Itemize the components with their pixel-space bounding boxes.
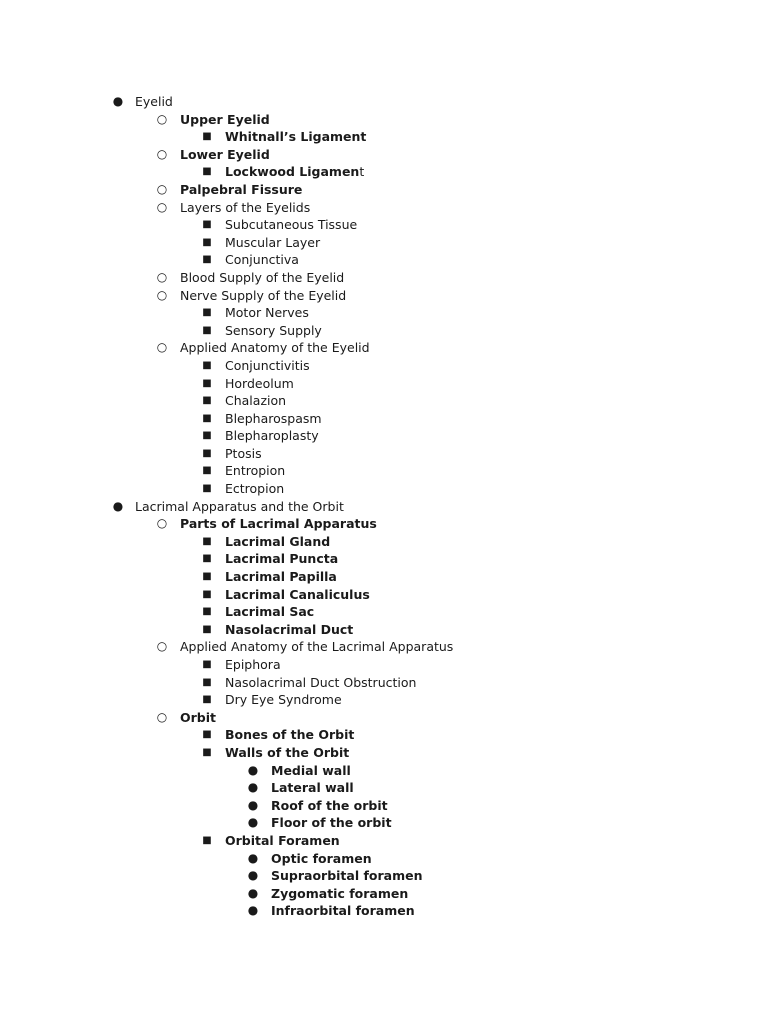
outline-item-level-3	[0, 586, 768, 604]
hollow-circle-bullet-icon: ○	[156, 199, 168, 214]
outline-item-level-3	[0, 462, 768, 480]
filled-circle-bullet-icon: ●	[112, 94, 124, 108]
outline-item-label: Lockwood Ligamen	[225, 164, 360, 180]
outline-item-level-3	[0, 656, 768, 674]
outline-item-label: Walls of the Orbit	[225, 744, 350, 760]
outline-item-text	[271, 779, 354, 797]
outline-item-text	[225, 216, 357, 234]
hollow-circle-bullet-icon: ○	[156, 269, 168, 284]
square-bullet-icon: ■	[202, 307, 212, 319]
outline-item-label: Palpebral Fissure	[180, 181, 303, 197]
square-bullet-icon: ■	[202, 219, 212, 231]
outline-item-text	[225, 832, 340, 850]
outline-item-text	[180, 111, 270, 129]
square-bullet-icon: ■	[202, 623, 212, 635]
filled-circle-bullet-icon: ●	[247, 850, 259, 865]
hollow-circle-bullet-icon: ○	[156, 340, 168, 355]
outline-item-label: Muscular Layer	[225, 234, 321, 250]
outline-item-text	[271, 850, 372, 868]
hollow-circle-bullet-icon: ○	[156, 287, 168, 302]
outline-item-level-3	[0, 251, 768, 269]
outline-item-text	[225, 128, 366, 146]
square-bullet-icon: ■	[202, 430, 212, 442]
outline-item-text	[225, 357, 310, 375]
outline-item-label: Ectropion	[225, 481, 285, 497]
outline-item-level-4	[0, 762, 768, 780]
outline-item-label-tail: t	[359, 164, 365, 180]
hollow-circle-bullet-icon: ○	[156, 181, 168, 196]
hollow-circle-bullet-icon: ○	[156, 639, 168, 654]
outline-item-text	[135, 93, 173, 111]
outline-item-text	[225, 392, 286, 410]
outline-item-level-3	[0, 304, 768, 322]
outline-item-label: Parts of Lacrimal Apparatus	[180, 516, 377, 532]
outline-item-level-3	[0, 533, 768, 551]
square-bullet-icon: ■	[202, 746, 212, 758]
outline-item-level-4	[0, 814, 768, 832]
outline-item-label: Nasolacrimal Duct Obstruction	[225, 674, 417, 690]
outline-item-label: Sensory Supply	[225, 322, 322, 338]
outline-item-level-4	[0, 779, 768, 797]
outline-item-level-3	[0, 128, 768, 146]
filled-circle-bullet-icon: ●	[247, 797, 259, 812]
square-bullet-icon: ■	[202, 553, 212, 565]
outline-item-text	[225, 322, 322, 340]
outline-item-label: Whitnall’s Ligament	[225, 129, 367, 145]
outline-item-level-3	[0, 234, 768, 252]
outline-item-text	[271, 814, 392, 832]
outline-item-text	[180, 339, 370, 357]
outline-item-level-2	[0, 199, 768, 217]
outline-item-text	[271, 797, 388, 815]
outline-item-text	[225, 691, 342, 709]
outline-item-label: Orbital Foramen	[225, 832, 340, 848]
outline-item-text	[225, 586, 370, 604]
outline-item-text	[225, 410, 322, 428]
square-bullet-icon: ■	[202, 324, 212, 336]
outline-item-level-4	[0, 797, 768, 815]
square-bullet-icon: ■	[202, 359, 212, 371]
outline-item-level-2	[0, 269, 768, 287]
outline-item-label: Epiphora	[225, 657, 281, 672]
square-bullet-icon: ■	[202, 236, 212, 248]
outline-item-level-3	[0, 392, 768, 410]
outline-item-label: Nerve Supply of the Eyelid	[180, 287, 347, 303]
outline-item-label: Entropion	[225, 463, 286, 479]
filled-circle-bullet-icon: ●	[247, 903, 259, 918]
outline-item-level-1	[0, 93, 768, 111]
outline-item-level-3	[0, 832, 768, 850]
outline-item-level-3	[0, 480, 768, 498]
outline-item-text	[225, 304, 309, 322]
outline-item-label: Lacrimal Papilla	[225, 569, 337, 585]
outline-item-level-2	[0, 181, 768, 199]
outline-item-label: Conjunctiva	[225, 252, 299, 268]
outline-item-label: Lacrimal Puncta	[225, 551, 339, 567]
outline-item-text	[271, 762, 351, 780]
outline-item-text	[180, 515, 377, 533]
filled-circle-bullet-icon: ●	[112, 498, 124, 513]
outline-item-label: Upper Eyelid	[180, 111, 270, 127]
outline-item-text	[180, 199, 310, 217]
outline-item-level-3	[0, 163, 768, 181]
outline-item-level-3	[0, 621, 768, 639]
outline-item-text	[180, 709, 216, 727]
outline-item-level-3	[0, 726, 768, 744]
outline-item-label: Lower Eyelid	[180, 146, 270, 162]
outline-item-text	[225, 533, 330, 551]
outline-item-level-2	[0, 339, 768, 357]
outline-item-level-3	[0, 550, 768, 568]
outline-item-label: Orbit	[180, 709, 216, 725]
outline-item-level-3	[0, 691, 768, 709]
outline-item-level-3	[0, 744, 768, 762]
square-bullet-icon: ■	[202, 395, 212, 407]
outline-item-text	[180, 638, 453, 656]
square-bullet-icon: ■	[202, 377, 212, 389]
outline-item-label: Roof of the orbit	[271, 797, 388, 813]
outline-item-text	[225, 656, 281, 674]
outline-item-level-4	[0, 885, 768, 903]
outline-item-level-3	[0, 216, 768, 234]
outline-item-text	[271, 867, 423, 885]
outline-item-level-4	[0, 867, 768, 885]
square-bullet-icon: ■	[202, 588, 212, 600]
outline-item-text	[271, 902, 415, 920]
outline-item-label: Applied Anatomy of the Eyelid	[180, 340, 370, 356]
outline-item-text	[225, 163, 364, 181]
square-bullet-icon: ■	[202, 571, 212, 583]
outline-item-label: Eyelid	[135, 94, 173, 109]
outline-item-label: Blepharoplasty	[225, 428, 319, 444]
square-bullet-icon: ■	[202, 131, 212, 143]
outline-item-label: Blepharospasm	[225, 410, 322, 426]
outline-item-text	[225, 726, 354, 744]
outline-item-level-2	[0, 638, 768, 656]
square-bullet-icon: ■	[202, 166, 212, 178]
outline-item-label: Subcutaneous Tissue	[225, 217, 358, 233]
outline-item-text	[225, 480, 284, 498]
outline-item-level-3	[0, 322, 768, 340]
outline-item-level-3	[0, 375, 768, 393]
outline-item-text	[180, 146, 270, 164]
outline-item-label: Dry Eye Syndrome	[225, 692, 342, 708]
outline-item-text	[225, 462, 285, 480]
filled-circle-bullet-icon: ●	[247, 815, 259, 830]
outline-item-level-2	[0, 287, 768, 305]
outline-item-label: Lacrimal Sac	[225, 604, 315, 620]
outline-item-label: Applied Anatomy of the Lacrimal Apparatus	[180, 639, 454, 655]
outline-item-label: Lacrimal Gland	[225, 533, 331, 549]
outline-item-level-3	[0, 427, 768, 445]
outline-item-label: Optic foramen	[271, 850, 372, 866]
outline-item-level-2	[0, 111, 768, 129]
outline-item-text	[225, 427, 319, 445]
square-bullet-icon: ■	[202, 834, 212, 846]
outline-item-level-3	[0, 445, 768, 463]
outline-item-label: Hordeolum	[225, 375, 294, 391]
outline-item-text	[271, 885, 408, 903]
square-bullet-icon: ■	[202, 254, 212, 266]
outline-item-level-3	[0, 357, 768, 375]
outline-item-text	[225, 445, 262, 463]
document-outline	[0, 93, 768, 920]
filled-circle-bullet-icon: ●	[247, 780, 259, 795]
outline-item-text	[135, 498, 344, 516]
outline-item-level-2	[0, 515, 768, 533]
outline-item-label: Chalazion	[225, 393, 287, 409]
outline-item-text	[225, 375, 294, 393]
outline-item-text	[225, 234, 320, 252]
outline-item-level-3	[0, 603, 768, 621]
outline-item-text	[180, 269, 344, 287]
outline-item-level-3	[0, 674, 768, 692]
outline-item-label: Motor Nerves	[225, 305, 309, 321]
filled-circle-bullet-icon: ●	[247, 762, 259, 777]
square-bullet-icon: ■	[202, 606, 212, 618]
outline-item-text	[225, 674, 416, 692]
outline-item-level-3	[0, 410, 768, 428]
outline-item-label: Blood Supply of the Eyelid	[180, 269, 345, 285]
outline-item-label: Bones of the Orbit	[225, 727, 355, 743]
outline-item-label: Nasolacrimal Duct	[225, 621, 354, 637]
square-bullet-icon: ■	[202, 483, 212, 495]
outline-item-label: Medial wall	[271, 762, 351, 778]
hollow-circle-bullet-icon: ○	[156, 111, 168, 126]
outline-item-label: Zygomatic foramen	[271, 885, 409, 901]
outline-item-text	[225, 603, 314, 621]
outline-item-label: Layers of the Eyelids	[180, 199, 311, 215]
square-bullet-icon: ■	[202, 535, 212, 547]
hollow-circle-bullet-icon: ○	[156, 709, 168, 724]
filled-circle-bullet-icon: ●	[247, 868, 259, 883]
outline-item-label: Ptosis	[225, 445, 262, 461]
outline-item-text	[225, 568, 337, 586]
outline-item-text	[225, 744, 349, 762]
outline-item-text	[225, 251, 299, 269]
outline-item-label: Lateral wall	[271, 780, 354, 796]
outline-item-level-2	[0, 146, 768, 164]
outline-item-level-4	[0, 902, 768, 920]
square-bullet-icon: ■	[202, 676, 212, 688]
hollow-circle-bullet-icon: ○	[156, 146, 168, 161]
square-bullet-icon: ■	[202, 447, 212, 459]
square-bullet-icon: ■	[202, 659, 212, 670]
outline-item-level-1	[0, 498, 768, 516]
outline-item-text	[225, 550, 338, 568]
outline-item-text	[225, 621, 353, 639]
outline-item-level-4	[0, 850, 768, 868]
outline-item-label: Lacrimal Apparatus and the Orbit	[135, 498, 344, 514]
hollow-circle-bullet-icon: ○	[156, 516, 168, 531]
filled-circle-bullet-icon: ●	[247, 885, 259, 900]
outline-item-text	[180, 181, 302, 199]
outline-item-level-3	[0, 568, 768, 586]
outline-item-label: Conjunctivitis	[225, 357, 310, 373]
outline-item-text	[180, 287, 346, 305]
square-bullet-icon: ■	[202, 729, 212, 741]
outline-item-label: Lacrimal Canaliculus	[225, 586, 370, 602]
outline-item-level-2	[0, 709, 768, 727]
square-bullet-icon: ■	[202, 412, 212, 424]
outline-item-label: Floor of the orbit	[271, 815, 392, 831]
square-bullet-icon: ■	[202, 465, 212, 477]
square-bullet-icon: ■	[202, 694, 212, 706]
outline-item-label: Infraorbital foramen	[271, 903, 415, 919]
outline-item-label: Supraorbital foramen	[271, 868, 423, 884]
